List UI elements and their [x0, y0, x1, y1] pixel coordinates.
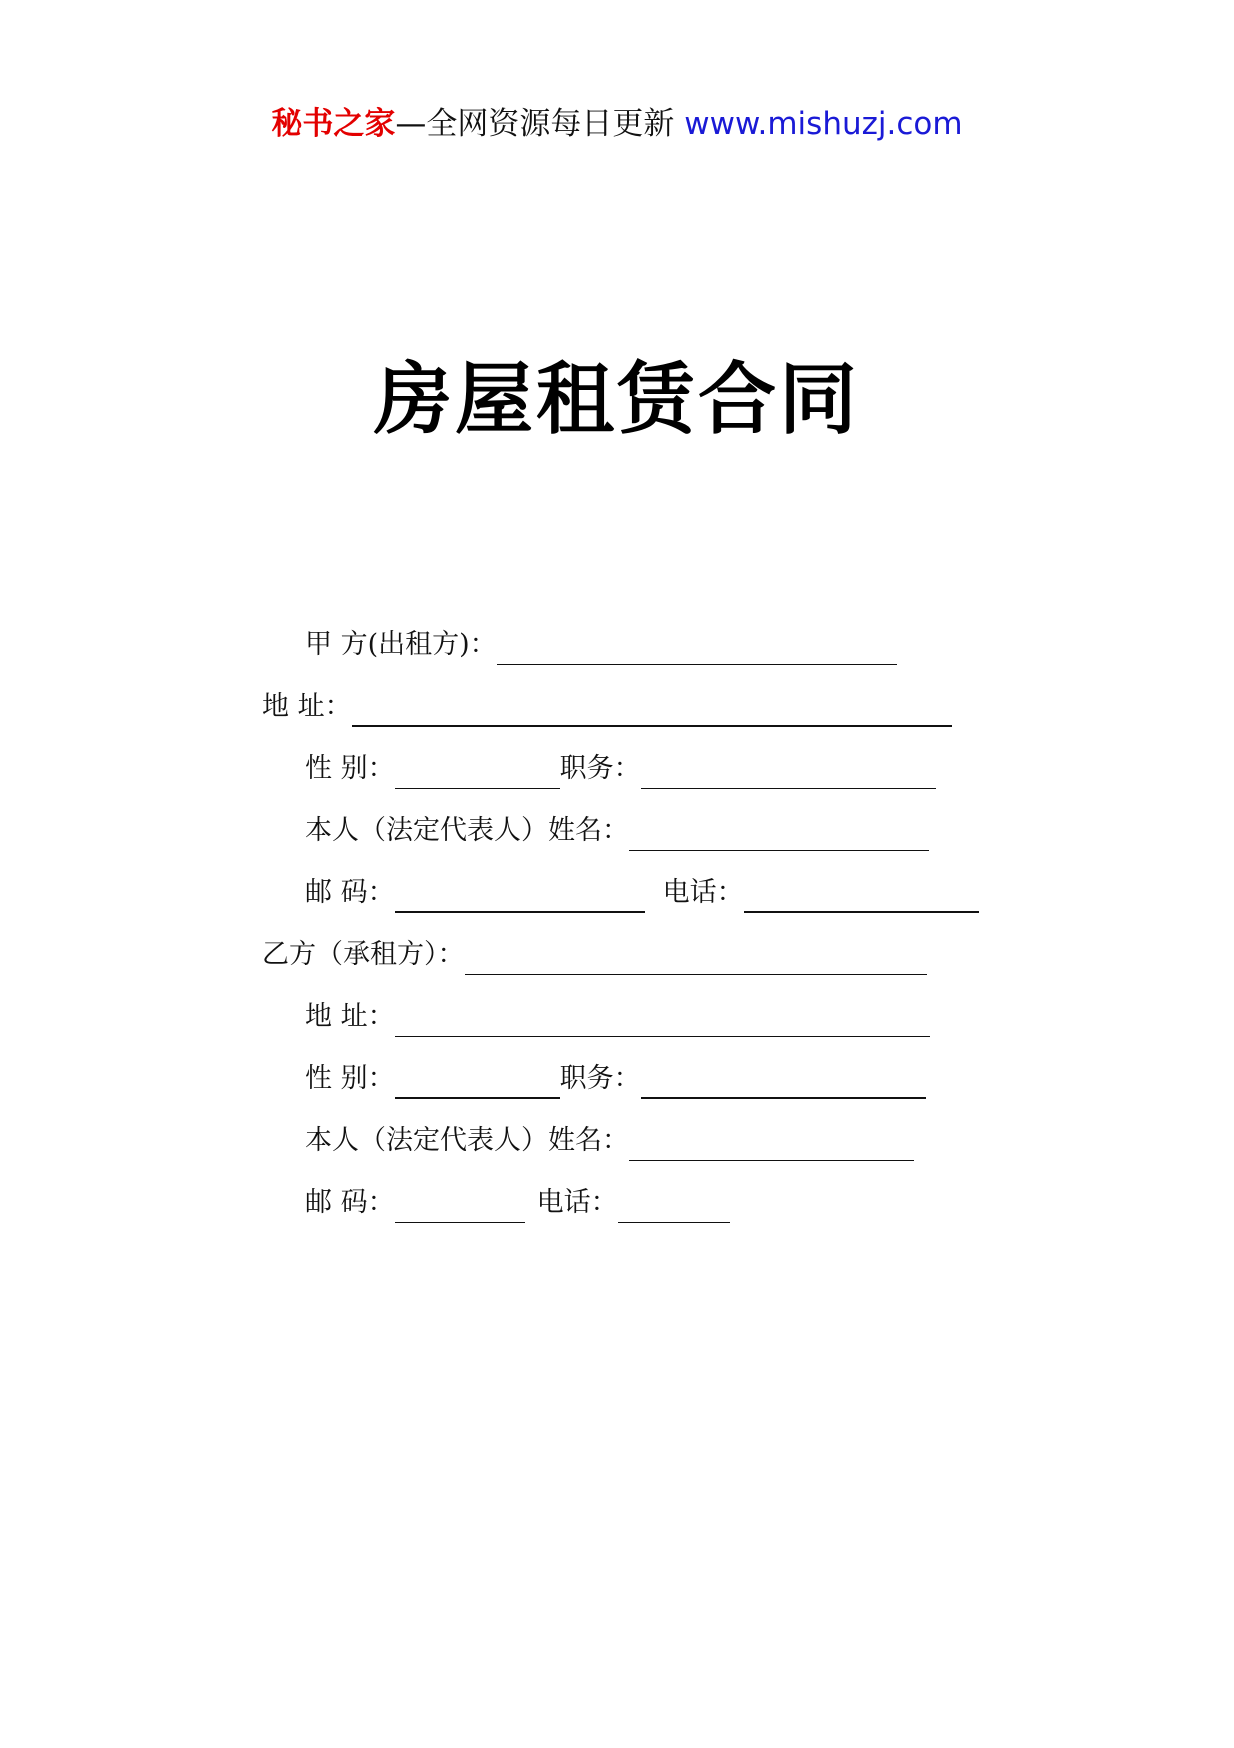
party-b-phone-label: 电话：	[536, 1187, 618, 1218]
brand-name: 秘书之家	[271, 106, 396, 142]
party-b-address-blank[interactable]	[395, 1010, 930, 1037]
party-b-address-row	[305, 997, 930, 1037]
party-a-address-blank[interactable]	[352, 699, 952, 727]
party-a-gender-blank[interactable]	[395, 762, 560, 789]
party-a-address-label: 地 址：	[262, 691, 352, 722]
slogan: —全网资源每日更新	[395, 106, 675, 142]
party-b-label: 乙方（承租方）：	[262, 939, 465, 970]
party-b-rep-label: 本人（法定代表人）姓名：	[305, 1125, 629, 1156]
party-b-position-label: 职务：	[559, 1063, 641, 1094]
party-a-gender-label: 性 别：	[305, 753, 395, 784]
party-b-gender-blank[interactable]	[395, 1071, 560, 1099]
party-b-address-label: 地 址：	[305, 1001, 395, 1032]
party-b-row	[262, 935, 927, 975]
party-a-phone-blank[interactable]	[744, 885, 979, 913]
site-banner	[0, 100, 1234, 148]
party-b-blank[interactable]	[465, 948, 927, 975]
party-a-rep-label: 本人（法定代表人）姓名：	[305, 815, 629, 846]
party-a-rep-row	[305, 811, 929, 851]
party-a-postcode-label: 邮 码：	[305, 877, 395, 908]
party-b-rep-blank[interactable]	[629, 1134, 914, 1161]
party-b-postcode-blank[interactable]	[395, 1196, 525, 1223]
party-a-address-row	[262, 687, 952, 727]
party-a-postcode-blank[interactable]	[395, 885, 645, 913]
document-title: 房屋租赁合同	[373, 354, 860, 445]
party-a-postcode-row	[305, 873, 979, 913]
party-a-position-label: 职务：	[559, 753, 641, 784]
party-a-position-blank[interactable]	[641, 762, 936, 789]
party-b-postcode-label: 邮 码：	[305, 1187, 395, 1218]
site-url-link[interactable]: www.mishuzj.com	[684, 106, 963, 142]
party-b-rep-row	[305, 1121, 914, 1161]
party-b-gender-label: 性 别：	[305, 1063, 395, 1094]
party-a-row	[305, 625, 897, 665]
party-a-gender-row	[305, 749, 936, 789]
party-b-position-blank[interactable]	[641, 1071, 926, 1099]
party-a-blank[interactable]	[497, 638, 897, 665]
party-a-phone-label: 电话：	[662, 877, 744, 908]
party-b-phone-blank[interactable]	[618, 1196, 730, 1223]
party-a-rep-blank[interactable]	[629, 824, 929, 851]
party-b-gender-row	[305, 1059, 926, 1099]
party-a-label: 甲 方(出租方)：	[305, 629, 497, 660]
party-b-postcode-row	[305, 1183, 730, 1223]
